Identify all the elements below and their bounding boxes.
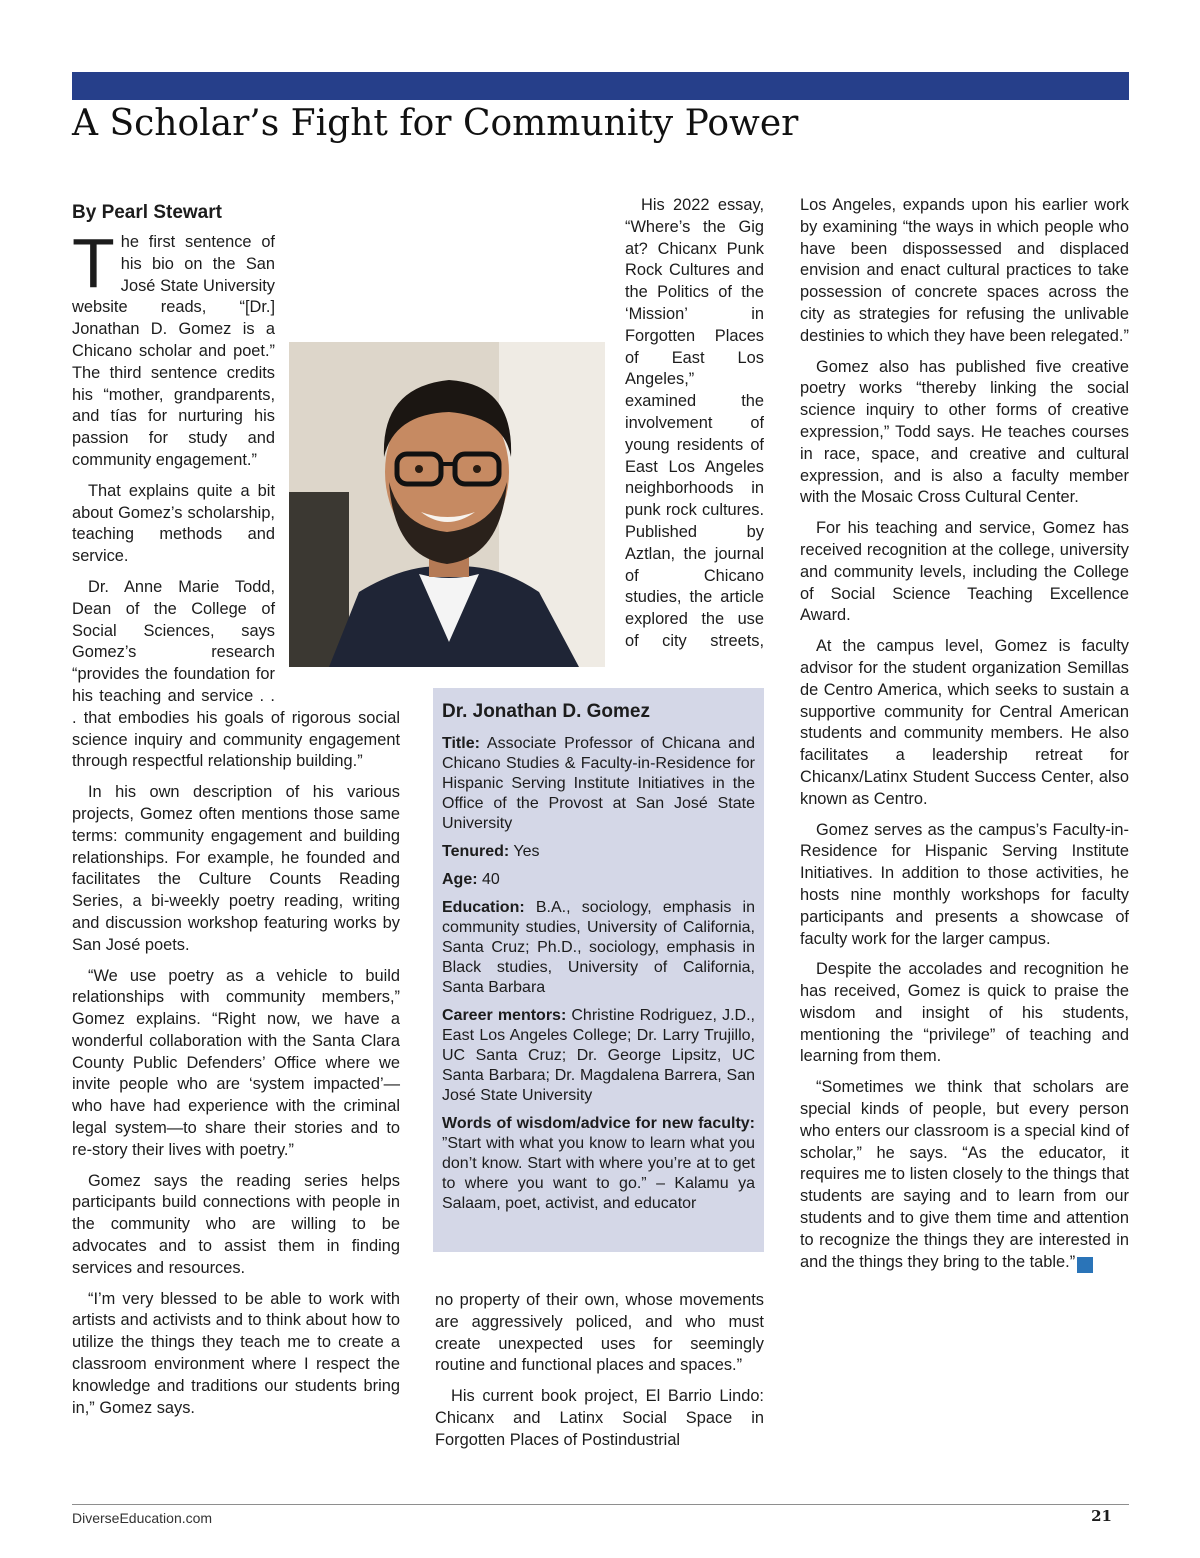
article-paragraph: Gomez also has published five creative poetry works “thereby linking the social science inquiry to other forms of creative expression,” Todd says. He teaches courses in race, space, and creative and cultural expression, and is also a faculty member with the Mosaic Cross Cultural Center.: [800, 357, 1129, 507]
sidebar-label: Tenured:: [442, 843, 510, 860]
article-title: A Scholar’s Fight for Community Power: [72, 103, 799, 144]
sidebar-label: Career mentors:: [442, 1007, 567, 1024]
photo-wrap-spacer: [435, 335, 625, 483]
photo-wrap-spacer: [435, 483, 625, 655]
article-paragraph: Gomez says the reading series helps participants build connections with people in the community who are willing to be advocates and to assist them in finding services and resources.: [72, 1171, 400, 1277]
footer-site[interactable]: DiverseEducation.com: [72, 1510, 213, 1526]
article-paragraph: Los Angeles, expands upon his earlier work by examining “the ways in which people who have been dispossessed and displaced envision and enact cultural practices to take possession of concrete spaces across the city as strategies for refusing the unlivable destinies to which they have been relegated.”: [800, 196, 1129, 345]
article-paragraph: Dr. Anne Marie Todd, Dean of the College of Social Sciences, says Gomez’s research “provides the foundation for his teaching and service . . . that embodies his goals of rigorous social science inquiry and community engagement through respectful relationship building.”: [72, 577, 400, 771]
article-paragraph: His 2022 essay, “Where’s the Gig at? Chicanx Punk Rock Cultures and the Politics of the ‘Mission’ in Forgotten Places of East Los Angeles,” examined the involvement of young residents of East Los Angeles neighborhoods in punk rock cultures. Published by Aztlan, the journal of Chicano studies, the article explored the use of city streets,: [625, 196, 764, 650]
column-1: [72, 200, 400, 1428]
paragraph-text: “Sometimes we think that scholars are special kinds of people, but every person who enters our classroom is a special kind of scholar,” he says. “As the educator, it requires me to listen closely to the things that students are saying and to learn from our students and to give them time and attention to recognize the things they are interested in and the things they bring to the table.”: [800, 1078, 1129, 1271]
sidebar-value: 40: [477, 871, 500, 888]
column-3: [800, 195, 1129, 1282]
byline: By Pearl Stewart: [72, 202, 222, 223]
article-paragraph: In his own description of his various projects, Gomez often mentions those same terms: community engagement and building relationships. For example, he founded and facilitates the Culture Counts Reading Series, a bi-weekly poetry reading, writing and discussion workshop featuring works by San José poets.: [72, 783, 400, 954]
article-paragraph: Gomez serves as the campus’s Faculty-in-Residence for Hispanic Serving Institute Initiatives. In addition to those activities, he hosts nine monthly workshops for faculty participants and presents a showcase of faculty work for the larger campus.: [800, 820, 1129, 948]
photo-wrap-spacer: [275, 232, 400, 695]
article-paragraph: For his teaching and service, Gomez has received recognition at the college, university and community levels, including the College of Social Science Teaching Excellence Award.: [800, 519, 1129, 625]
sidebar-value: Yes: [509, 843, 540, 860]
profile-sidebar: [433, 688, 764, 1252]
sidebar-mentors: [442, 1006, 755, 1106]
article-paragraph: no property of their own, whose movements are aggressively policed, and who must create unexpected uses for seemingly routine and functional places and spaces.”: [435, 1291, 764, 1375]
page-number: 21: [1091, 1507, 1112, 1525]
sidebar-title: [442, 734, 755, 834]
article-paragraph: His current book project, El Barrio Lindo: Chicanx and Latinx Social Space in Forgotten Places of Postindustrial: [435, 1387, 764, 1449]
drop-cap: T: [72, 224, 115, 302]
sidebar-value: Associate Professor of Chicana and Chicano Studies & Faculty-in-Residence for Hispanic Serving Institute Initiatives in the Office of the Provost at San José State University: [442, 735, 755, 832]
paragraph-text: he first sentence of his bio on the San José State University website reads, “[Dr.] Jonathan D. Gomez is a Chicano scholar and poet.” The third sentence credits his “mother, grandparents, and tías for nurturing his passion for study and community engagement.”: [72, 233, 275, 469]
column-2-top: [435, 195, 764, 655]
sidebar-education: [442, 898, 755, 998]
footer-divider: [72, 1504, 1129, 1505]
article-paragraph: That explains quite a bit about Gomez’s scholarship, teaching methods and service.: [72, 481, 275, 566]
article-paragraph: [800, 1077, 1129, 1273]
article-paragraph: “I’m very blessed to be able to work with artists and activists and to think about how to utilize the things they teach me to create a classroom environment where I respect the knowledge and traditions our students bring in,” Gomez says.: [72, 1289, 400, 1417]
sidebar-value: B.A., sociology, emphasis in community studies, University of California, Santa Cruz; Ph.D., sociology, emphasis in Black studies, University of California, Santa Barbara: [442, 899, 755, 996]
sidebar-age: [442, 870, 755, 890]
sidebar-name: Dr. Jonathan D. Gomez: [442, 701, 650, 722]
column-2-bottom: [435, 1290, 764, 1461]
sidebar-label: Words of wisdom/advice for new faculty:: [442, 1115, 755, 1132]
article-paragraph: “We use poetry as a vehicle to build relationships with community members,” Gomez explains. “Right now, we have a wonderful collaboration with the Santa Clara County Public Defenders’ Office where we invite people who are ‘system impacted’—who have had experience with the criminal legal system—to share their stories and to re-story their lives with poetry.”: [72, 966, 400, 1159]
sidebar-tenured: [442, 842, 755, 862]
article-paragraph: At the campus level, Gomez is faculty advisor for the student organization Semillas de Centro America, which seeks to sustain a supportive community for Central American students and community members. He also facilitates a leadership retreat for Chicanx/Latinx Student Success Center, also known as Centro.: [800, 637, 1129, 808]
sidebar-wisdom: [442, 1114, 755, 1214]
sidebar-value: Christine Rodriguez, J.D., East Los Angeles College; Dr. Larry Trujillo, UC Santa Cruz; Dr. George Lipsitz, UC Santa Barbara; Dr. Magdalena Barrera, San José State University: [442, 1007, 755, 1104]
sidebar-value: ”Start with what you know to learn what you don’t know. Start with where you’re at to get to where you want to go.” – Kalamu ya Salaam, poet, activist, and educator: [442, 1135, 755, 1212]
end-mark-icon: D: [1077, 1257, 1093, 1273]
sidebar-label: Title:: [442, 735, 480, 752]
sidebar-label: Age:: [442, 871, 478, 888]
article-paragraph: Despite the accolades and recognition he has received, Gomez is quick to praise the wisdom and insight of his students, mentioning the “privilege” of teaching and learning from them.: [800, 960, 1129, 1066]
header-color-bar: [72, 72, 1129, 100]
sidebar-label: Education:: [442, 899, 525, 916]
